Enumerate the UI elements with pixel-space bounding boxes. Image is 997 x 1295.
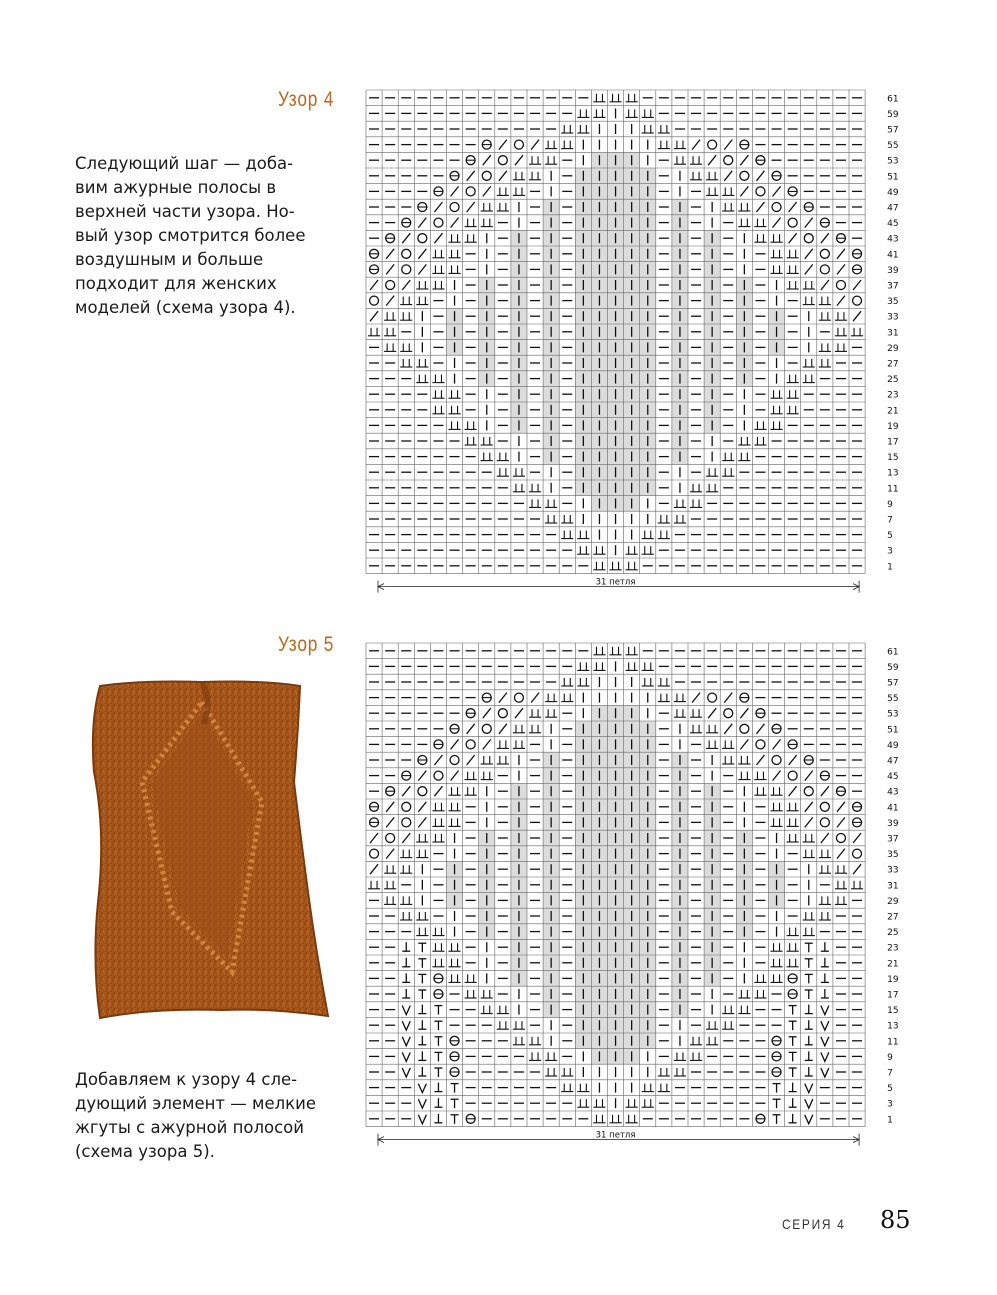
row-number-label: 31: [887, 328, 899, 339]
row-number-label: 19: [887, 421, 899, 432]
row-number-label: 47: [887, 756, 899, 767]
row-number-label: 15: [887, 1006, 899, 1017]
row-number-label: 39: [887, 818, 899, 829]
row-number-label: 61: [887, 94, 899, 105]
pattern-4-chart: [360, 82, 900, 602]
pattern-5-description: Добавляем к узору 4 сле- дующий элемент — мелкие жгуты с ажурной полосой (схема узора 5).: [75, 1070, 317, 1161]
row-number-label: 21: [887, 959, 899, 970]
row-number-label: 39: [887, 265, 899, 276]
row-number-label: 27: [887, 912, 899, 923]
row-number-label: 29: [887, 343, 899, 354]
row-number-label: 11: [887, 1037, 899, 1048]
row-number-label: 25: [887, 375, 899, 386]
row-number-label: 5: [887, 531, 893, 542]
row-number-label: 43: [887, 234, 899, 245]
pattern-5-chart: [360, 635, 900, 1150]
row-number-label: 33: [887, 865, 899, 876]
row-number-label: 41: [887, 803, 899, 814]
row-number-label: 25: [887, 928, 899, 939]
pattern-4-heading: Узор 4: [278, 88, 335, 111]
row-number-label: 61: [887, 647, 899, 658]
row-number-label: 41: [887, 250, 899, 261]
row-number-label: 21: [887, 406, 899, 417]
row-number-label: 59: [887, 109, 899, 120]
row-number-label: 7: [887, 1068, 893, 1079]
row-number-label: 3: [887, 1099, 893, 1110]
row-number-label: 9: [887, 1052, 893, 1063]
row-number-label: 11: [887, 484, 899, 495]
row-number-label: 53: [887, 709, 899, 720]
row-number-label: 3: [887, 546, 893, 557]
row-number-label: 19: [887, 974, 899, 985]
knitted-swatch-photo: [72, 672, 334, 1032]
row-number-label: 17: [887, 990, 899, 1001]
row-number-label: 35: [887, 297, 899, 308]
series-label: СЕРИЯ 4: [782, 1216, 846, 1232]
row-number-label: 55: [887, 141, 899, 152]
row-number-label: 23: [887, 943, 899, 954]
row-number-label: 55: [887, 694, 899, 705]
knitted-swatch-image: [72, 672, 334, 1028]
row-number-label: 7: [887, 515, 893, 526]
row-number-label: 57: [887, 678, 899, 689]
pattern-4-chart-svg: [360, 82, 900, 602]
row-number-label: 43: [887, 787, 899, 798]
pattern-4-description: Следующий шаг — доба- вим ажурные полосы в верхней части узора. Но- вый узор смотрится более воздушным и больше подходит для женских моделей (схема узора 4).: [75, 154, 306, 317]
row-number-label: 37: [887, 281, 899, 292]
row-number-label: 51: [887, 725, 899, 736]
row-number-label: 49: [887, 740, 899, 751]
row-number-label: 13: [887, 1021, 899, 1032]
row-number-label: 1: [887, 1115, 893, 1126]
row-number-label: 37: [887, 834, 899, 845]
row-number-label: 45: [887, 772, 899, 783]
row-number-label: 27: [887, 359, 899, 370]
row-number-label: 1: [887, 562, 893, 573]
page-number: 85: [880, 1206, 911, 1234]
pattern-5-chart-svg: [360, 635, 900, 1150]
row-number-label: 13: [887, 468, 899, 479]
row-number-label: 49: [887, 187, 899, 198]
row-number-label: 59: [887, 662, 899, 673]
row-number-label: 51: [887, 172, 899, 183]
row-number-label: 9: [887, 499, 893, 510]
row-number-label: 33: [887, 312, 899, 323]
row-number-label: 47: [887, 203, 899, 214]
row-number-label: 45: [887, 219, 899, 230]
chart-width-label: 31 петля: [595, 577, 636, 588]
row-number-label: 17: [887, 437, 899, 448]
row-number-label: 57: [887, 125, 899, 136]
chart-width-label: 31 петля: [595, 1130, 636, 1141]
pattern-5-heading: Узор 5: [278, 633, 335, 656]
row-number-label: 35: [887, 850, 899, 861]
row-number-label: 15: [887, 453, 899, 464]
row-number-label: 53: [887, 156, 899, 167]
row-number-label: 5: [887, 1084, 893, 1095]
row-number-label: 23: [887, 390, 899, 401]
row-number-label: 31: [887, 881, 899, 892]
row-number-label: 29: [887, 896, 899, 907]
